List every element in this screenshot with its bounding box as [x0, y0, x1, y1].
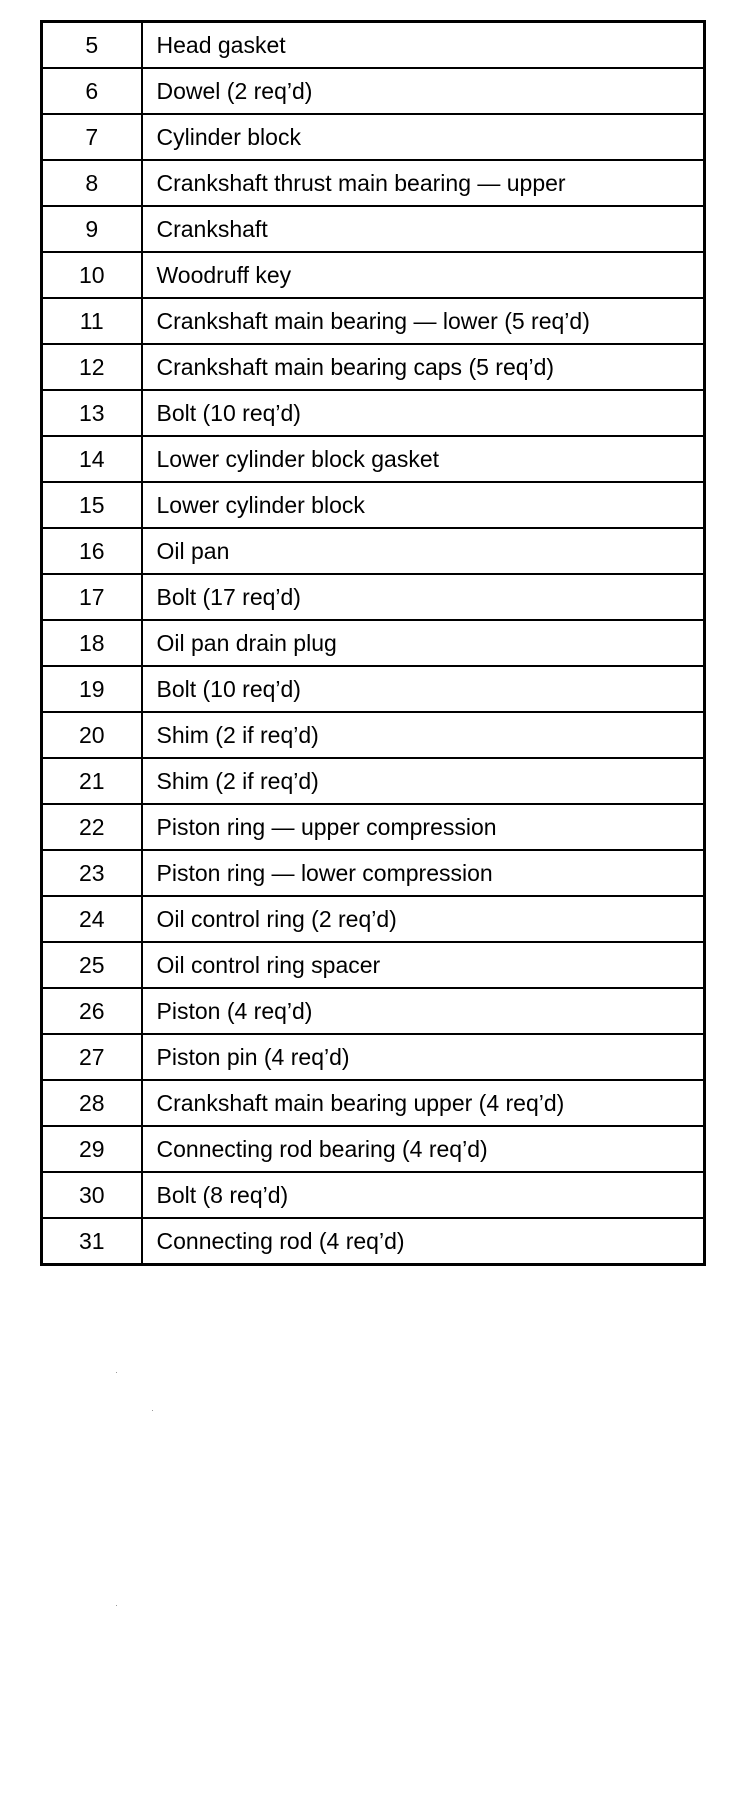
part-number: 6	[42, 68, 142, 114]
table-row	[42, 1126, 705, 1172]
part-number: 30	[42, 1172, 142, 1218]
table-row	[42, 114, 705, 160]
part-description: Cylinder block	[142, 114, 705, 160]
part-description: Dowel (2 req’d)	[142, 68, 705, 114]
table-row	[42, 1172, 705, 1218]
table-row	[42, 712, 705, 758]
part-number: 14	[42, 436, 142, 482]
part-description: Oil pan drain plug	[142, 620, 705, 666]
part-number: 13	[42, 390, 142, 436]
part-number: 5	[42, 22, 142, 69]
part-description: Lower cylinder block	[142, 482, 705, 528]
part-description: Crankshaft	[142, 206, 705, 252]
part-number: 20	[42, 712, 142, 758]
part-number: 29	[42, 1126, 142, 1172]
part-number: 26	[42, 988, 142, 1034]
part-description: Crankshaft main bearing caps (5 req’d)	[142, 344, 705, 390]
table-row	[42, 666, 705, 712]
part-number: 18	[42, 620, 142, 666]
part-description: Piston (4 req’d)	[142, 988, 705, 1034]
part-description: Bolt (17 req’d)	[142, 574, 705, 620]
table-row	[42, 574, 705, 620]
part-number: 21	[42, 758, 142, 804]
part-description: Oil control ring spacer	[142, 942, 705, 988]
table-row	[42, 942, 705, 988]
part-description: Crankshaft thrust main bearing — upper	[142, 160, 705, 206]
part-description: Woodruff key	[142, 252, 705, 298]
part-number: 27	[42, 1034, 142, 1080]
part-number: 19	[42, 666, 142, 712]
table-row	[42, 758, 705, 804]
parts-table	[40, 20, 706, 1266]
part-number: 9	[42, 206, 142, 252]
part-number: 8	[42, 160, 142, 206]
scan-speck	[116, 1605, 117, 1606]
table-row	[42, 344, 705, 390]
part-description: Bolt (10 req’d)	[142, 666, 705, 712]
part-description: Crankshaft main bearing — lower (5 req’d)	[142, 298, 705, 344]
part-number: 23	[42, 850, 142, 896]
part-description: Piston ring — upper compression	[142, 804, 705, 850]
table-row	[42, 528, 705, 574]
table-row	[42, 298, 705, 344]
part-number: 28	[42, 1080, 142, 1126]
part-description: Shim (2 if req’d)	[142, 758, 705, 804]
table-row	[42, 390, 705, 436]
table-row	[42, 68, 705, 114]
part-number: 25	[42, 942, 142, 988]
table-row	[42, 1080, 705, 1126]
scan-speck	[152, 1410, 153, 1411]
part-number: 24	[42, 896, 142, 942]
scan-speck	[116, 1372, 117, 1373]
table-row	[42, 160, 705, 206]
part-number: 15	[42, 482, 142, 528]
table-row	[42, 896, 705, 942]
table-row	[42, 988, 705, 1034]
part-description: Lower cylinder block gasket	[142, 436, 705, 482]
table-row	[42, 1218, 705, 1265]
part-description: Bolt (10 req’d)	[142, 390, 705, 436]
part-number: 17	[42, 574, 142, 620]
table-row	[42, 1034, 705, 1080]
part-description: Head gasket	[142, 22, 705, 69]
part-description: Oil pan	[142, 528, 705, 574]
parts-table-body	[42, 22, 705, 1265]
table-row	[42, 620, 705, 666]
part-description: Oil control ring (2 req’d)	[142, 896, 705, 942]
table-row	[42, 252, 705, 298]
part-number: 10	[42, 252, 142, 298]
part-number: 7	[42, 114, 142, 160]
part-number: 11	[42, 298, 142, 344]
part-description: Piston pin (4 req’d)	[142, 1034, 705, 1080]
table-row	[42, 22, 705, 69]
part-number: 16	[42, 528, 142, 574]
table-row	[42, 850, 705, 896]
part-number: 31	[42, 1218, 142, 1265]
table-row	[42, 206, 705, 252]
table-row	[42, 804, 705, 850]
part-description: Bolt (8 req’d)	[142, 1172, 705, 1218]
table-row	[42, 482, 705, 528]
table-row	[42, 436, 705, 482]
part-description: Crankshaft main bearing upper (4 req’d)	[142, 1080, 705, 1126]
part-description: Piston ring — lower compression	[142, 850, 705, 896]
part-number: 12	[42, 344, 142, 390]
part-description: Shim (2 if req’d)	[142, 712, 705, 758]
part-description: Connecting rod bearing (4 req’d)	[142, 1126, 705, 1172]
part-number: 22	[42, 804, 142, 850]
part-description: Connecting rod (4 req’d)	[142, 1218, 705, 1265]
